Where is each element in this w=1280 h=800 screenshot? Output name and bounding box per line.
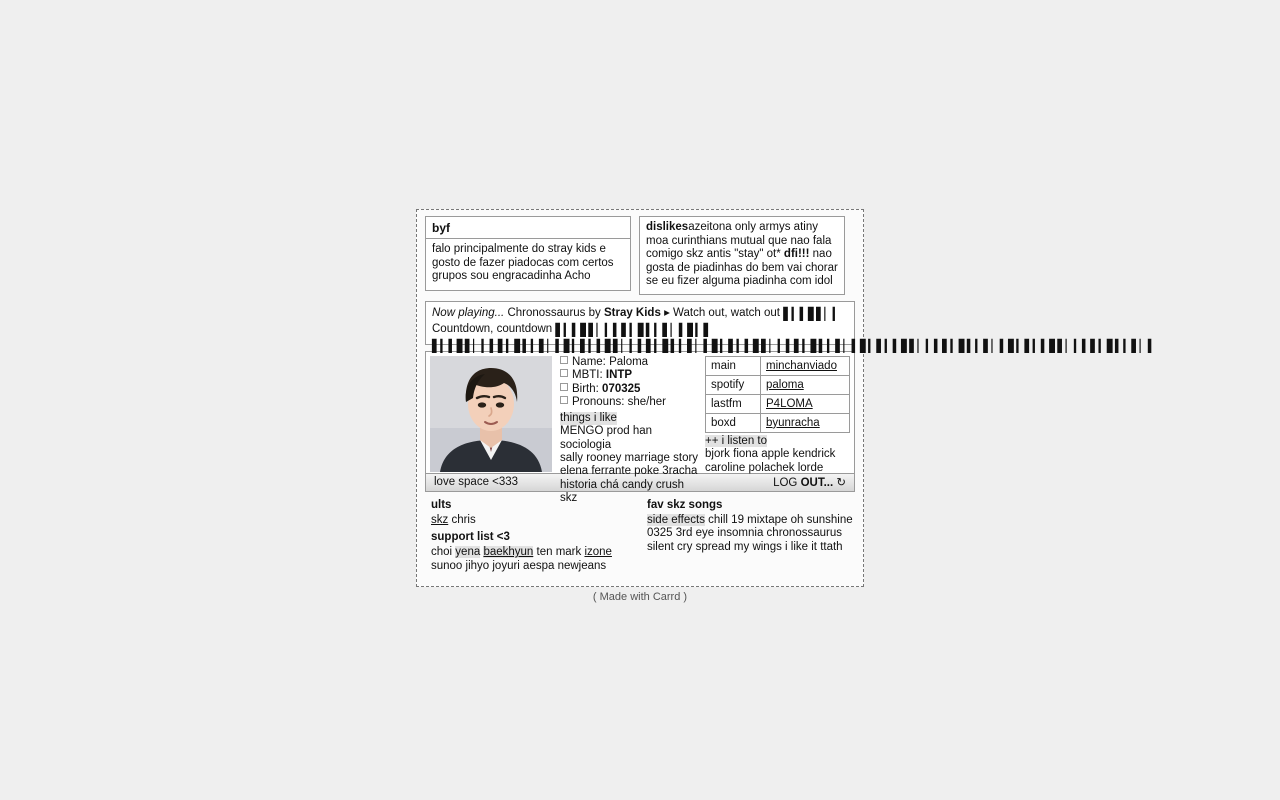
link-value-lastfm[interactable]: P4LOMA <box>766 397 813 410</box>
i-listen-to-line-1: bjork fiona apple kendrick <box>705 448 836 461</box>
pronouns-value: she/her <box>627 396 666 409</box>
now-playing-label: Now playing... <box>432 306 505 319</box>
table-row <box>706 356 850 375</box>
things-line-3: elena ferrante poke 3racha <box>560 465 698 478</box>
link-key-boxd: boxd <box>706 413 761 432</box>
bullet-square-icon <box>560 383 568 391</box>
link-key-spotify: spotify <box>706 375 761 394</box>
support-heading: support list <3 <box>431 531 510 544</box>
i-listen-to-block <box>705 435 850 475</box>
status-bar-title: love space <333 <box>434 476 519 489</box>
support-l1-izone: izone <box>584 546 612 559</box>
support-l1-baekhyun: baekhyun <box>483 546 534 559</box>
dislikes-text-part2: nao gosta de piadinhas do bem vai chorar se eu fizer alguma piadinha com idol <box>646 248 838 288</box>
table-row <box>706 375 850 394</box>
now-playing-lyric-1: Watch out, watch out <box>673 306 781 319</box>
logout-control[interactable] <box>773 475 846 489</box>
mbti-label: MBTI: <box>572 369 603 382</box>
things-i-like-heading-wrap <box>560 410 699 425</box>
now-playing-panel <box>425 301 1157 353</box>
table-row <box>706 394 850 413</box>
info-row-name <box>560 356 699 369</box>
link-value-spotify[interactable]: paloma <box>766 378 804 391</box>
support-line-2: sunoo jihyo joyuri aespa newjeans <box>431 560 607 572</box>
top-panels-row <box>425 216 855 295</box>
things-i-like-heading: things i like <box>560 411 617 424</box>
dislikes-panel <box>639 216 845 295</box>
name-label: Name: <box>572 355 606 368</box>
lyric-arrow-icon: ▸ <box>664 306 670 319</box>
visualizer-bars-1: ▌▎▍▋▌▏▎ <box>783 306 841 321</box>
now-playing-artist: Stray Kids <box>603 306 661 319</box>
bullet-square-icon <box>560 369 568 377</box>
bullet-square-icon <box>560 396 568 404</box>
profile-card <box>416 209 1157 603</box>
fav-songs-column <box>639 499 855 574</box>
link-key-lastfm: lastfm <box>706 394 761 413</box>
pronouns-label: Pronouns: <box>572 396 625 409</box>
logout-label-bold: OUT... <box>800 477 834 490</box>
fav-songs-line-3: silent cry spread my wings i like it ttath <box>647 541 843 554</box>
things-line-2: sally rooney marriage story <box>560 451 699 464</box>
things-line-1: MENGO prod han sociologia <box>560 425 653 451</box>
links-table <box>705 356 850 433</box>
fav-songs-line-2: 0325 3rd eye insomnia chronossaurus <box>647 527 842 540</box>
ults-underlined: skz <box>431 513 449 526</box>
links-section <box>705 356 850 474</box>
info-row-pronouns <box>560 396 699 409</box>
dislikes-emphasis: dfi!!! <box>783 248 810 261</box>
visualizer-bars-3: ▌▎▍▋▌▏▎▍▌▎▋▍▎▌▏▍▋▎▌▎▍▋▌▏▎▍▌▎▋▍▎▌▏▍▋▎▌▎▍▋▌▏▎▍▌▎▋▍▎▌▏▍▋▎▌▎▍▋▌▏▎▍▌▎▋▍▎▌▏▍▋▎▌▎▍▋▌▏▎▍▌▎▋▍▎▌▏▍ <box>432 338 1157 353</box>
now-playing-lyric-2: Countdown, countdown <box>432 322 553 335</box>
dislikes-text-part1: azeitona only armys atiny moa curinthians mutual que nao fala comigo skz antis "stay" ot* <box>646 221 832 261</box>
mbti-value: INTP <box>605 369 633 382</box>
dislikes-title: dislikes <box>646 221 689 233</box>
footer-credit: ( Made with Carrd ) <box>592 590 688 603</box>
ults-rest: chris <box>448 513 476 526</box>
name-value: Paloma <box>609 355 649 368</box>
things-line-4: historia chá candy crush skz <box>560 478 685 505</box>
support-l1-e: ten mark <box>533 546 585 559</box>
info-row-mbti <box>560 369 699 382</box>
ults-line <box>431 514 639 528</box>
support-l1-yena: yena <box>455 546 481 559</box>
fav-songs-line1-rest: chill 19 mixtape oh sunshine <box>704 513 853 526</box>
birth-label: Birth: <box>572 382 599 395</box>
link-cell-boxd[interactable] <box>761 413 850 432</box>
byf-text: falo principalmente do stray kids e gosto de fazer piadocas com certos grupos sou engracadinha Acho <box>432 243 614 283</box>
refresh-icon[interactable]: ↻ <box>836 477 846 490</box>
bullet-square-icon <box>560 356 568 364</box>
link-cell-spotify[interactable] <box>761 375 850 394</box>
i-listen-to-heading: ++ i listen to <box>705 434 768 447</box>
avatar <box>430 356 552 472</box>
info-row-birth <box>560 383 699 396</box>
ults-heading: ults <box>431 498 452 511</box>
visualizer-bars-2: ▌▎▍▋▌▏▎▍▌▎▋▍▎▌▏▍▋▎▌ <box>555 322 712 337</box>
fav-songs-heading: fav skz songs <box>647 498 723 511</box>
byf-title: byf <box>426 217 630 239</box>
link-value-boxd[interactable]: byunracha <box>766 416 820 429</box>
now-playing-song: Chronossaurus by <box>507 306 604 319</box>
ults-column <box>425 499 639 574</box>
support-l1-a: choi <box>431 546 456 559</box>
link-cell-lastfm[interactable] <box>761 394 850 413</box>
link-key-main: main <box>706 356 761 375</box>
logout-label-plain: LOG <box>773 477 801 490</box>
link-cell-main[interactable] <box>761 356 850 375</box>
support-line-1 <box>431 546 639 560</box>
profile-info <box>552 355 699 505</box>
fav-songs-highlight: side effects <box>647 513 705 526</box>
byf-panel <box>425 216 631 291</box>
link-value-main[interactable]: minchanviado <box>766 359 837 372</box>
table-row <box>706 413 850 432</box>
fav-songs-line-1 <box>647 514 855 528</box>
birth-value: 070325 <box>602 382 641 395</box>
bottom-lists <box>425 499 855 574</box>
i-listen-to-line-2: caroline polachek lorde <box>705 461 824 474</box>
